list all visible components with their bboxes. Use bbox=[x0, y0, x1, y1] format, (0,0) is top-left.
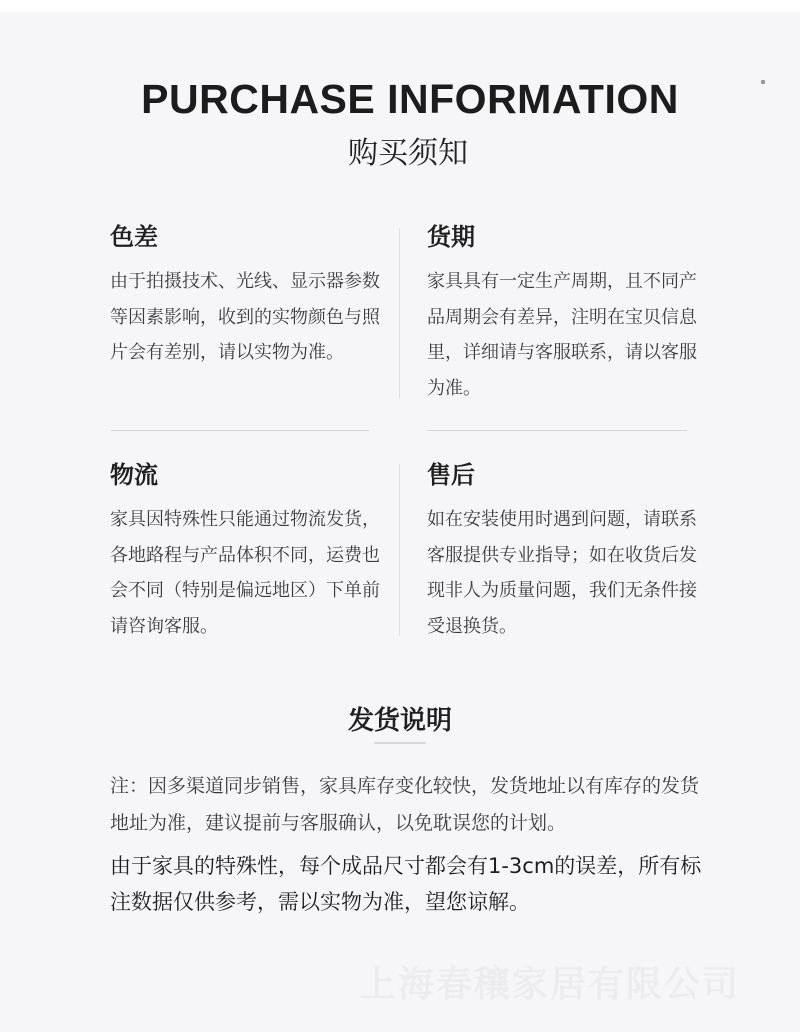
section-after-sales bbox=[427, 460, 699, 644]
section-title: 色差 bbox=[110, 223, 158, 251]
page-title-chinese: 购买须知 bbox=[348, 136, 468, 171]
shipping-notes bbox=[110, 768, 710, 920]
row-divider-left bbox=[110, 430, 370, 431]
page-title-english: PURCHASE INFORMATION bbox=[141, 76, 679, 122]
row-divider-right bbox=[427, 430, 687, 431]
section-logistics bbox=[110, 460, 382, 644]
section-title: 物流 bbox=[110, 461, 158, 489]
shipping-note-stock: 注：因多渠道同步销售，家具库存变化较快，发货地址以有库存的发货地址为准，建议提前与客服确认，以免耽误您的计划。 bbox=[110, 775, 700, 834]
section-title: 货期 bbox=[427, 223, 475, 251]
company-watermark: 上海春穰家居有限公司 bbox=[360, 964, 741, 1005]
section-text: 家具具有一定生产周期，且不同产品周期会有差异，注明在宝贝信息里，详细请与客服联系，请以客服为准。 bbox=[427, 271, 697, 399]
column-divider bbox=[399, 228, 400, 398]
section-text: 如在安装使用时遇到问题，请联系客服提供专业指导；如在收货后发现非人为质量问题，我们无条件接受退换货。 bbox=[427, 509, 697, 637]
section-color-difference bbox=[110, 222, 382, 371]
column-divider bbox=[399, 464, 400, 636]
section-text: 由于拍摄技术、光线、显示器参数等因素影响，收到的实物颜色与照片会有差别，请以实物为准。 bbox=[110, 271, 380, 363]
shipping-title: 发货说明 bbox=[347, 706, 452, 736]
section-title: 售后 bbox=[427, 461, 475, 489]
shipping-note-size-tolerance: 由于家具的特殊性，每个成品尺寸都会有1-3cm的误差，所有标注数据仅供参考，需以实物为准，望您谅解。 bbox=[110, 854, 702, 914]
section-delivery-time bbox=[427, 222, 699, 406]
section-text: 家具因特殊性只能通过物流发货，各地路程与产品体积不同，运费也会不同（特别是偏远地区）下单前请咨询客服。 bbox=[110, 509, 380, 637]
shipping-title-underline bbox=[374, 742, 426, 744]
